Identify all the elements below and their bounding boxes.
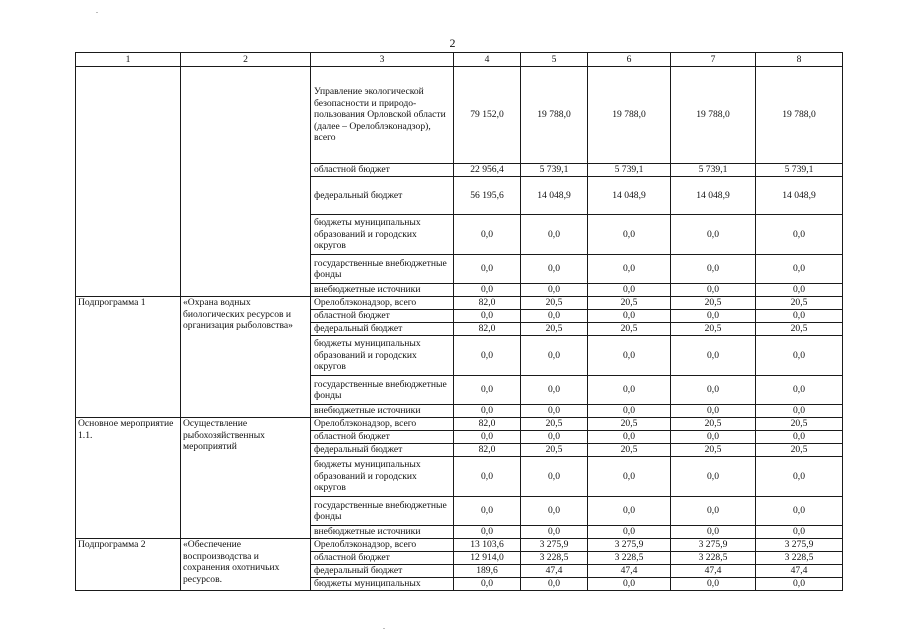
amount-cell: 0,0 bbox=[756, 457, 843, 497]
amount-cell: 0,0 bbox=[521, 376, 588, 405]
funding-source-cell: федеральный бюджет bbox=[311, 323, 454, 336]
amount-cell: 19 788,0 bbox=[756, 67, 843, 164]
column-number: 4 bbox=[454, 53, 521, 67]
amount-cell: 20,5 bbox=[588, 323, 671, 336]
amount-cell: 3 228,5 bbox=[521, 552, 588, 565]
amount-cell: 0,0 bbox=[454, 255, 521, 284]
amount-cell: 3 275,9 bbox=[671, 539, 756, 552]
amount-cell: 20,5 bbox=[756, 323, 843, 336]
column-number: 5 bbox=[521, 53, 588, 67]
amount-cell: 0,0 bbox=[671, 526, 756, 539]
column-number: 8 bbox=[756, 53, 843, 67]
amount-cell: 0,0 bbox=[588, 255, 671, 284]
amount-cell: 20,5 bbox=[521, 418, 588, 431]
amount-cell: 0,0 bbox=[521, 431, 588, 444]
amount-cell: 0,0 bbox=[521, 457, 588, 497]
scan-speck bbox=[96, 12, 98, 13]
amount-cell: 20,5 bbox=[521, 444, 588, 457]
funding-source-cell: бюджеты муниципальных образований и городских округов bbox=[311, 336, 454, 376]
amount-cell: 14 048,9 bbox=[588, 177, 671, 215]
budget-table bbox=[75, 52, 843, 591]
table-row bbox=[76, 418, 843, 431]
column-number: 6 bbox=[588, 53, 671, 67]
amount-cell: 20,5 bbox=[756, 418, 843, 431]
amount-cell: 0,0 bbox=[588, 578, 671, 591]
amount-cell: 0,0 bbox=[454, 457, 521, 497]
column-number: 2 bbox=[181, 53, 311, 67]
funding-source-cell: федеральный бюджет bbox=[311, 565, 454, 578]
amount-cell: 0,0 bbox=[671, 578, 756, 591]
program-title-cell: Осуществление рыбохозяйственных мероприятий bbox=[181, 418, 311, 539]
amount-cell: 0,0 bbox=[521, 336, 588, 376]
amount-cell: 0,0 bbox=[671, 431, 756, 444]
amount-cell: 14 048,9 bbox=[521, 177, 588, 215]
column-number: 3 bbox=[311, 53, 454, 67]
amount-cell: 189,6 bbox=[454, 565, 521, 578]
amount-cell: 0,0 bbox=[521, 310, 588, 323]
amount-cell: 0,0 bbox=[588, 526, 671, 539]
funding-source-cell: государственные внебюджетные фонды bbox=[311, 497, 454, 526]
funding-source-cell: Орелоблэконадзор, всего bbox=[311, 297, 454, 310]
amount-cell: 0,0 bbox=[454, 376, 521, 405]
amount-cell: 0,0 bbox=[454, 497, 521, 526]
amount-cell: 0,0 bbox=[588, 457, 671, 497]
program-title-cell: «Охрана водных биологических ресурсов и организация рыболовства» bbox=[181, 297, 311, 418]
amount-cell: 5 739,1 bbox=[756, 164, 843, 177]
amount-cell: 0,0 bbox=[454, 310, 521, 323]
funding-source-cell: внебюджетные источники bbox=[311, 405, 454, 418]
amount-cell: 0,0 bbox=[454, 526, 521, 539]
amount-cell: 19 788,0 bbox=[521, 67, 588, 164]
funding-source-cell: Управление экологической безопасности и природо-пользования Орловской области (далее – Орелоблэконадзор), всего bbox=[311, 67, 454, 164]
amount-cell: 0,0 bbox=[756, 578, 843, 591]
funding-source-cell: областной бюджет bbox=[311, 310, 454, 323]
amount-cell: 82,0 bbox=[454, 444, 521, 457]
amount-cell: 0,0 bbox=[671, 336, 756, 376]
amount-cell: 56 195,6 bbox=[454, 177, 521, 215]
amount-cell: 0,0 bbox=[588, 431, 671, 444]
amount-cell: 0,0 bbox=[521, 284, 588, 297]
amount-cell: 19 788,0 bbox=[671, 67, 756, 164]
amount-cell: 22 956,4 bbox=[454, 164, 521, 177]
amount-cell: 0,0 bbox=[756, 497, 843, 526]
amount-cell: 79 152,0 bbox=[454, 67, 521, 164]
amount-cell: 20,5 bbox=[671, 297, 756, 310]
table-row bbox=[76, 67, 843, 164]
amount-cell: 0,0 bbox=[521, 215, 588, 255]
funding-source-cell: государственные внебюджетные фонды bbox=[311, 255, 454, 284]
amount-cell: 14 048,9 bbox=[671, 177, 756, 215]
amount-cell: 0,0 bbox=[521, 526, 588, 539]
funding-source-cell: внебюджетные источники bbox=[311, 526, 454, 539]
amount-cell: 47,4 bbox=[588, 565, 671, 578]
funding-source-cell: областной бюджет bbox=[311, 164, 454, 177]
amount-cell: 20,5 bbox=[521, 323, 588, 336]
amount-cell: 0,0 bbox=[521, 405, 588, 418]
amount-cell: 47,4 bbox=[671, 565, 756, 578]
amount-cell: 0,0 bbox=[454, 215, 521, 255]
amount-cell: 0,0 bbox=[756, 310, 843, 323]
page-number: 2 bbox=[449, 36, 456, 50]
amount-cell: 0,0 bbox=[588, 310, 671, 323]
amount-cell: 20,5 bbox=[671, 444, 756, 457]
table-row bbox=[76, 297, 843, 310]
amount-cell: 20,5 bbox=[588, 418, 671, 431]
funding-source-cell: бюджеты муниципальных образований и городских округов bbox=[311, 457, 454, 497]
program-title-cell: «Обеспечение воспроизводства и сохранения охотничьих ресурсов. bbox=[181, 539, 311, 591]
amount-cell: 5 739,1 bbox=[671, 164, 756, 177]
budget-table-body bbox=[76, 53, 843, 591]
amount-cell: 82,0 bbox=[454, 418, 521, 431]
amount-cell: 0,0 bbox=[671, 215, 756, 255]
amount-cell: 0,0 bbox=[671, 497, 756, 526]
amount-cell: 19 788,0 bbox=[588, 67, 671, 164]
program-name-cell: Основное мероприятие 1.1. bbox=[76, 418, 181, 539]
amount-cell: 0,0 bbox=[756, 215, 843, 255]
amount-cell: 20,5 bbox=[588, 297, 671, 310]
amount-cell: 20,5 bbox=[671, 418, 756, 431]
funding-source-cell: государственные внебюджетные фонды bbox=[311, 376, 454, 405]
program-name-cell: Подпрограмма 2 bbox=[76, 539, 181, 591]
amount-cell: 3 275,9 bbox=[756, 539, 843, 552]
amount-cell: 5 739,1 bbox=[521, 164, 588, 177]
funding-source-cell: Орелоблэконадзор, всего bbox=[311, 539, 454, 552]
amount-cell: 3 228,5 bbox=[671, 552, 756, 565]
amount-cell: 0,0 bbox=[671, 310, 756, 323]
amount-cell: 20,5 bbox=[756, 297, 843, 310]
amount-cell: 3 228,5 bbox=[588, 552, 671, 565]
amount-cell: 47,4 bbox=[521, 565, 588, 578]
amount-cell: 0,0 bbox=[588, 284, 671, 297]
amount-cell: 0,0 bbox=[588, 376, 671, 405]
amount-cell: 0,0 bbox=[671, 255, 756, 284]
amount-cell: 0,0 bbox=[454, 336, 521, 376]
amount-cell: 0,0 bbox=[521, 578, 588, 591]
amount-cell: 20,5 bbox=[588, 444, 671, 457]
amount-cell: 0,0 bbox=[588, 405, 671, 418]
amount-cell: 0,0 bbox=[588, 215, 671, 255]
amount-cell: 0,0 bbox=[756, 431, 843, 444]
amount-cell: 3 228,5 bbox=[756, 552, 843, 565]
amount-cell: 5 739,1 bbox=[588, 164, 671, 177]
amount-cell: 0,0 bbox=[671, 376, 756, 405]
amount-cell: 0,0 bbox=[521, 255, 588, 284]
funding-source-cell: Орелоблэконадзор, всего bbox=[311, 418, 454, 431]
amount-cell: 82,0 bbox=[454, 323, 521, 336]
table-row bbox=[76, 539, 843, 552]
funding-source-cell: бюджеты муниципальных bbox=[311, 578, 454, 591]
funding-source-cell: бюджеты муниципальных образований и городских округов bbox=[311, 215, 454, 255]
amount-cell: 3 275,9 bbox=[521, 539, 588, 552]
amount-cell: 0,0 bbox=[454, 405, 521, 418]
column-number: 1 bbox=[76, 53, 181, 67]
amount-cell: 82,0 bbox=[454, 297, 521, 310]
funding-source-cell: федеральный бюджет bbox=[311, 444, 454, 457]
amount-cell: 20,5 bbox=[756, 444, 843, 457]
amount-cell: 0,0 bbox=[671, 457, 756, 497]
amount-cell: 0,0 bbox=[588, 336, 671, 376]
amount-cell: 0,0 bbox=[454, 284, 521, 297]
amount-cell: 0,0 bbox=[671, 405, 756, 418]
funding-source-cell: внебюджетные источники bbox=[311, 284, 454, 297]
funding-source-cell: федеральный бюджет bbox=[311, 177, 454, 215]
funding-source-cell: областной бюджет bbox=[311, 431, 454, 444]
amount-cell: 0,0 bbox=[756, 376, 843, 405]
program-name-cell: Подпрограмма 1 bbox=[76, 297, 181, 418]
program-title-cell bbox=[181, 67, 311, 297]
amount-cell: 0,0 bbox=[756, 255, 843, 284]
scan-speck bbox=[383, 628, 385, 629]
amount-cell: 47,4 bbox=[756, 565, 843, 578]
program-name-cell bbox=[76, 67, 181, 297]
amount-cell: 3 275,9 bbox=[588, 539, 671, 552]
amount-cell: 0,0 bbox=[671, 284, 756, 297]
amount-cell: 0,0 bbox=[756, 284, 843, 297]
amount-cell: 0,0 bbox=[454, 578, 521, 591]
amount-cell: 0,0 bbox=[588, 497, 671, 526]
amount-cell: 0,0 bbox=[756, 526, 843, 539]
funding-source-cell: областной бюджет bbox=[311, 552, 454, 565]
amount-cell: 0,0 bbox=[521, 497, 588, 526]
amount-cell: 0,0 bbox=[756, 405, 843, 418]
amount-cell: 13 103,6 bbox=[454, 539, 521, 552]
amount-cell: 14 048,9 bbox=[756, 177, 843, 215]
amount-cell: 12 914,0 bbox=[454, 552, 521, 565]
table-header-row bbox=[76, 53, 843, 67]
amount-cell: 20,5 bbox=[521, 297, 588, 310]
amount-cell: 20,5 bbox=[671, 323, 756, 336]
column-number: 7 bbox=[671, 53, 756, 67]
amount-cell: 0,0 bbox=[756, 336, 843, 376]
amount-cell: 0,0 bbox=[454, 431, 521, 444]
